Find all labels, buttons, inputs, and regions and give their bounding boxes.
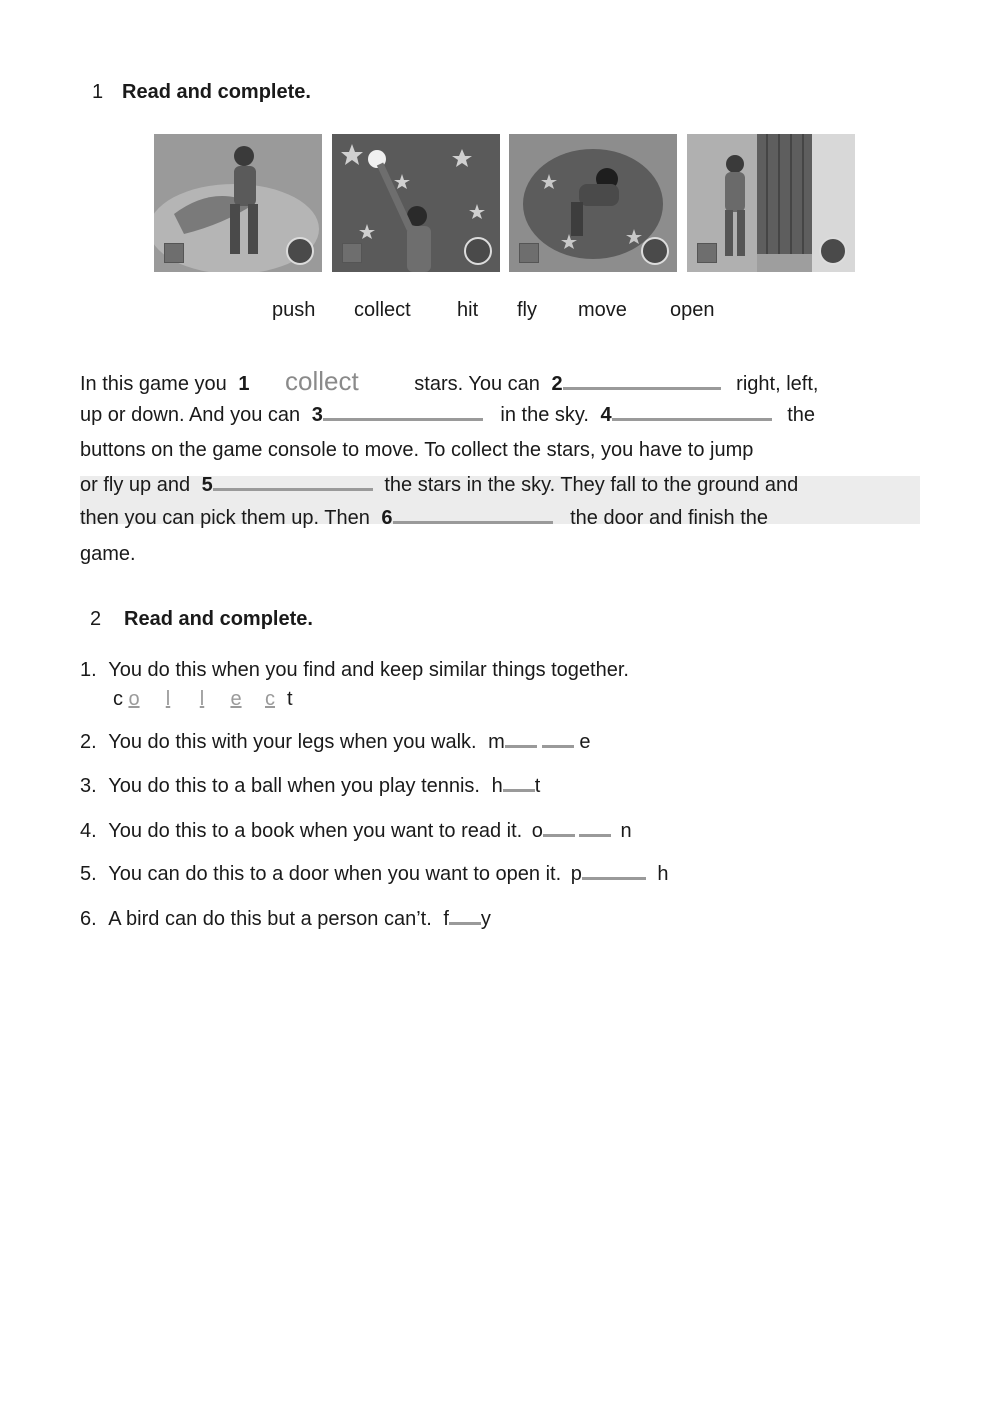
square-button-icon <box>519 243 539 263</box>
section-1-number: 1 <box>92 81 104 103</box>
letter-field[interactable]: l <box>165 688 171 710</box>
game-screen-4-image <box>687 134 855 272</box>
letter-field[interactable]: o <box>128 688 140 710</box>
gap-number-2: 2 <box>551 373 563 395</box>
question-number: 2. <box>80 731 97 753</box>
text: the <box>787 404 816 426</box>
word-bank-item: fly <box>517 299 537 321</box>
gap-number-5: 5 <box>201 474 213 496</box>
game-screen-2-image <box>332 134 500 272</box>
section-1-title: Read and complete. <box>122 81 311 103</box>
first-letter: c <box>113 688 123 710</box>
text: In this game you <box>80 373 227 395</box>
square-button-icon <box>164 243 184 263</box>
text: the door and finish the <box>570 507 768 529</box>
word-bank-item: move <box>578 299 627 321</box>
section-2-heading <box>90 608 313 631</box>
gap-number-3: 3 <box>311 404 323 426</box>
paragraph-line-3: buttons on the game console to move. To collect the stars, you have to jump <box>80 439 754 461</box>
first-letter: f <box>443 908 449 930</box>
question-text: You can do this to a door when you want to open it. <box>108 863 562 885</box>
question-number: 6. <box>80 908 97 930</box>
last-letter: n <box>620 820 632 842</box>
letter-field[interactable]: l <box>199 688 205 710</box>
section-2-number: 2 <box>90 608 102 630</box>
answer-5-field[interactable] <box>213 488 373 491</box>
round-button-icon <box>286 237 314 265</box>
letter-field[interactable]: c <box>265 688 275 710</box>
first-letter: o <box>531 820 543 842</box>
letter-field[interactable] <box>505 745 537 748</box>
round-button-icon <box>819 237 847 265</box>
answer-1-field[interactable]: collect <box>285 366 359 396</box>
question-number: 1. <box>80 659 97 681</box>
question-text: A bird can do this but a person can’t. <box>108 908 432 930</box>
letter-field[interactable] <box>542 745 574 748</box>
text: stars. You can <box>414 373 540 395</box>
first-letter: h <box>491 775 503 797</box>
gap-number-1: 1 <box>238 373 250 395</box>
paragraph-line-4 <box>80 474 798 497</box>
first-letter: p <box>570 863 582 885</box>
word-bank-item: hit <box>457 299 479 321</box>
text: then you can pick them up. Then <box>80 507 370 529</box>
game-screen-1-image <box>154 134 322 272</box>
word-bank-item: open <box>670 299 715 321</box>
last-letter: h <box>657 863 669 885</box>
letter-field[interactable] <box>503 789 535 792</box>
round-button-icon <box>641 237 669 265</box>
last-letter: t <box>287 688 293 710</box>
square-button-icon <box>342 243 362 263</box>
paragraph-line-1 <box>80 366 818 397</box>
question-4 <box>80 820 632 843</box>
text: the stars in the sky. They fall to the ground and <box>384 474 799 496</box>
round-button-icon <box>464 237 492 265</box>
question-text: You do this when you find and keep similar things together. <box>108 659 629 681</box>
text: or fly up and <box>80 474 191 496</box>
letter-field[interactable] <box>449 922 481 925</box>
answer-1-letters <box>113 688 293 711</box>
gap-number-4: 4 <box>600 404 612 426</box>
answer-6-field[interactable] <box>393 521 553 524</box>
paragraph-line-5 <box>80 507 768 530</box>
question-text: You do this to a ball when you play tennis. <box>108 775 480 797</box>
game-screen-3-image <box>509 134 677 272</box>
paragraph-line-2 <box>80 404 815 427</box>
letter-field[interactable] <box>579 834 611 837</box>
answer-3-field[interactable] <box>323 418 483 421</box>
question-2 <box>80 731 591 754</box>
word-bank-item: collect <box>354 299 411 321</box>
question-number: 5. <box>80 863 97 885</box>
question-number: 3. <box>80 775 97 797</box>
question-number: 4. <box>80 820 97 842</box>
question-text: You do this with your legs when you walk. <box>108 731 477 753</box>
text: up or down. And you can <box>80 404 301 426</box>
last-letter: y <box>480 908 491 930</box>
text: in the sky. <box>500 404 589 426</box>
section-1-heading <box>92 81 311 104</box>
question-3 <box>80 775 540 798</box>
text: right, left, <box>736 373 819 395</box>
section-2-title: Read and complete. <box>124 608 313 630</box>
answer-2-field[interactable] <box>563 387 721 390</box>
word-bank-item: push <box>272 299 316 321</box>
question-6 <box>80 908 491 931</box>
question-1 <box>80 659 629 682</box>
last-letter: t <box>534 775 541 797</box>
question-5 <box>80 863 669 886</box>
letter-field[interactable]: e <box>230 688 242 710</box>
last-letter: e <box>579 731 591 753</box>
letter-field[interactable] <box>543 834 575 837</box>
paragraph-line-6: game. <box>80 543 136 565</box>
gap-number-6: 6 <box>381 507 393 529</box>
question-text: You do this to a book when you want to read it. <box>108 820 523 842</box>
square-button-icon <box>697 243 717 263</box>
answer-4-field[interactable] <box>612 418 772 421</box>
letter-field[interactable] <box>582 877 646 880</box>
first-letter: m <box>488 731 505 753</box>
